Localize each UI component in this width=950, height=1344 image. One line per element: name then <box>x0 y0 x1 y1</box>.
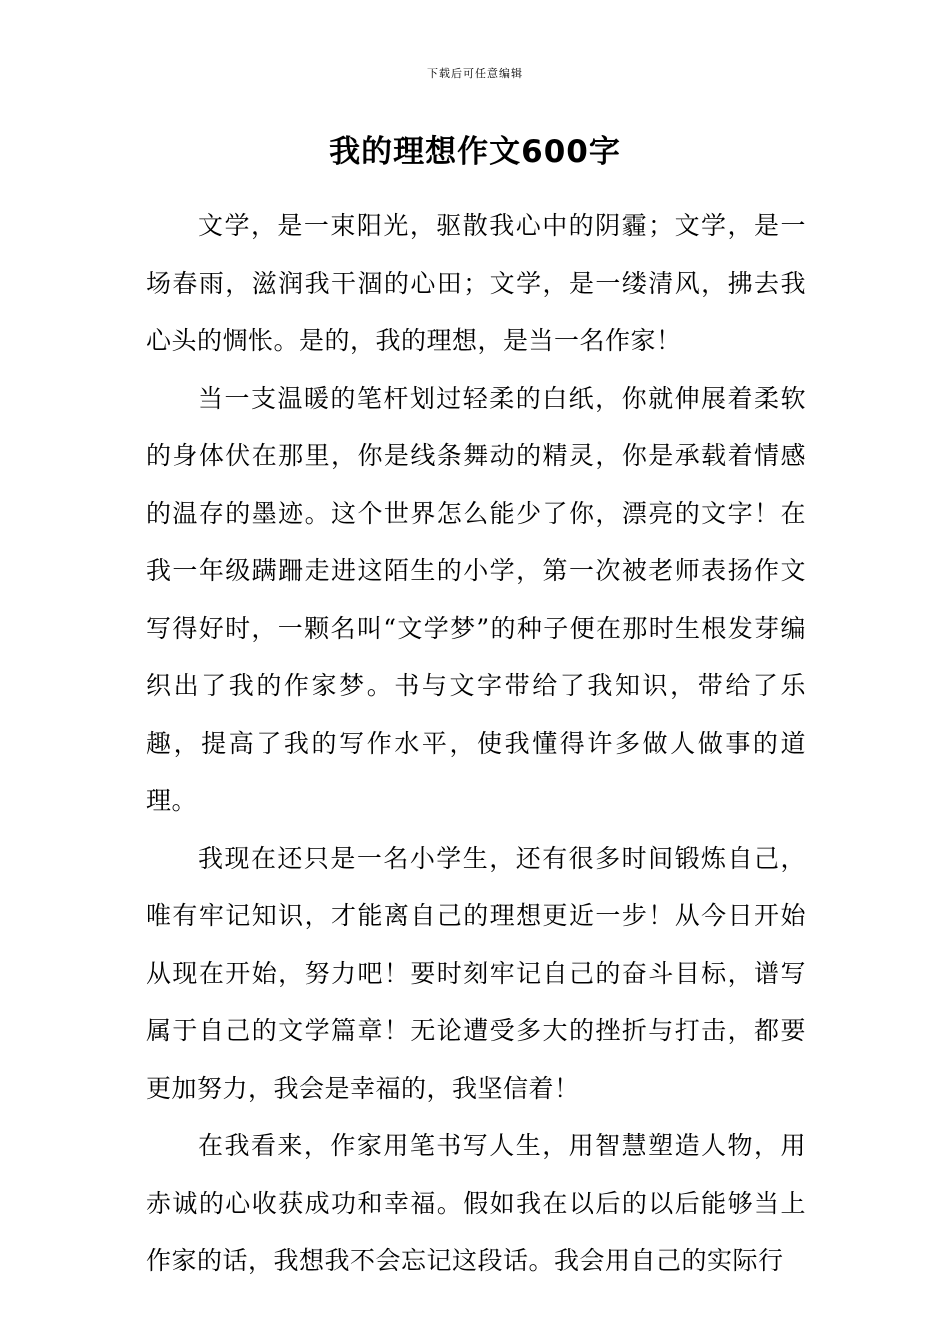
article-body <box>146 197 806 1290</box>
page-title: 我的理想作文600字 <box>329 134 621 170</box>
paragraph-1: 文学，是一束阳光，驱散我心中的阴霾；文学，是一场春雨，滋润我干涸的心田；文学，是一缕清风，拂去我心头的惆怅。是的，我的理想，是当一名作家！ <box>146 211 806 355</box>
paragraph-2: 当一支温暖的笔杆划过轻柔的白纸，你就伸展着柔软的身体伏在那里，你是线条舞动的精灵，你是承载着情感的温存的墨迹。这个世界怎么能少了你，漂亮的文字！在我一年级蹒跚走进这陌生的小学，第一次被老师表扬作文写得好时，一颗名叫“文学梦”的种子便在那时生根发芽编织出了我的作家梦。书与文字带给了我知识，带给了乐趣，提高了我的写作水平，使我懂得许多做人做事的道理。 <box>146 383 806 815</box>
header-note: 下载后可任意编辑 <box>427 67 523 80</box>
paragraph-3: 我现在还只是一名小学生，还有很多时间锻炼自己，唯有牢记知识，才能离自己的理想更近一步！从今日开始从现在开始，努力吧！要时刻牢记自己的奋斗目标，谱写属于自己的文学篇章！无论遭受多大的挫折与打击，都要更加努力，我会是幸福的，我坚信着！ <box>146 843 806 1103</box>
paragraph-4: 在我看来，作家用笔书写人生，用智慧塑造人物，用赤诚的心收获成功和幸福。假如我在以后的以后能够当上作家的话，我想我不会忘记这段话。我会用自己的实际行 <box>146 1131 806 1275</box>
